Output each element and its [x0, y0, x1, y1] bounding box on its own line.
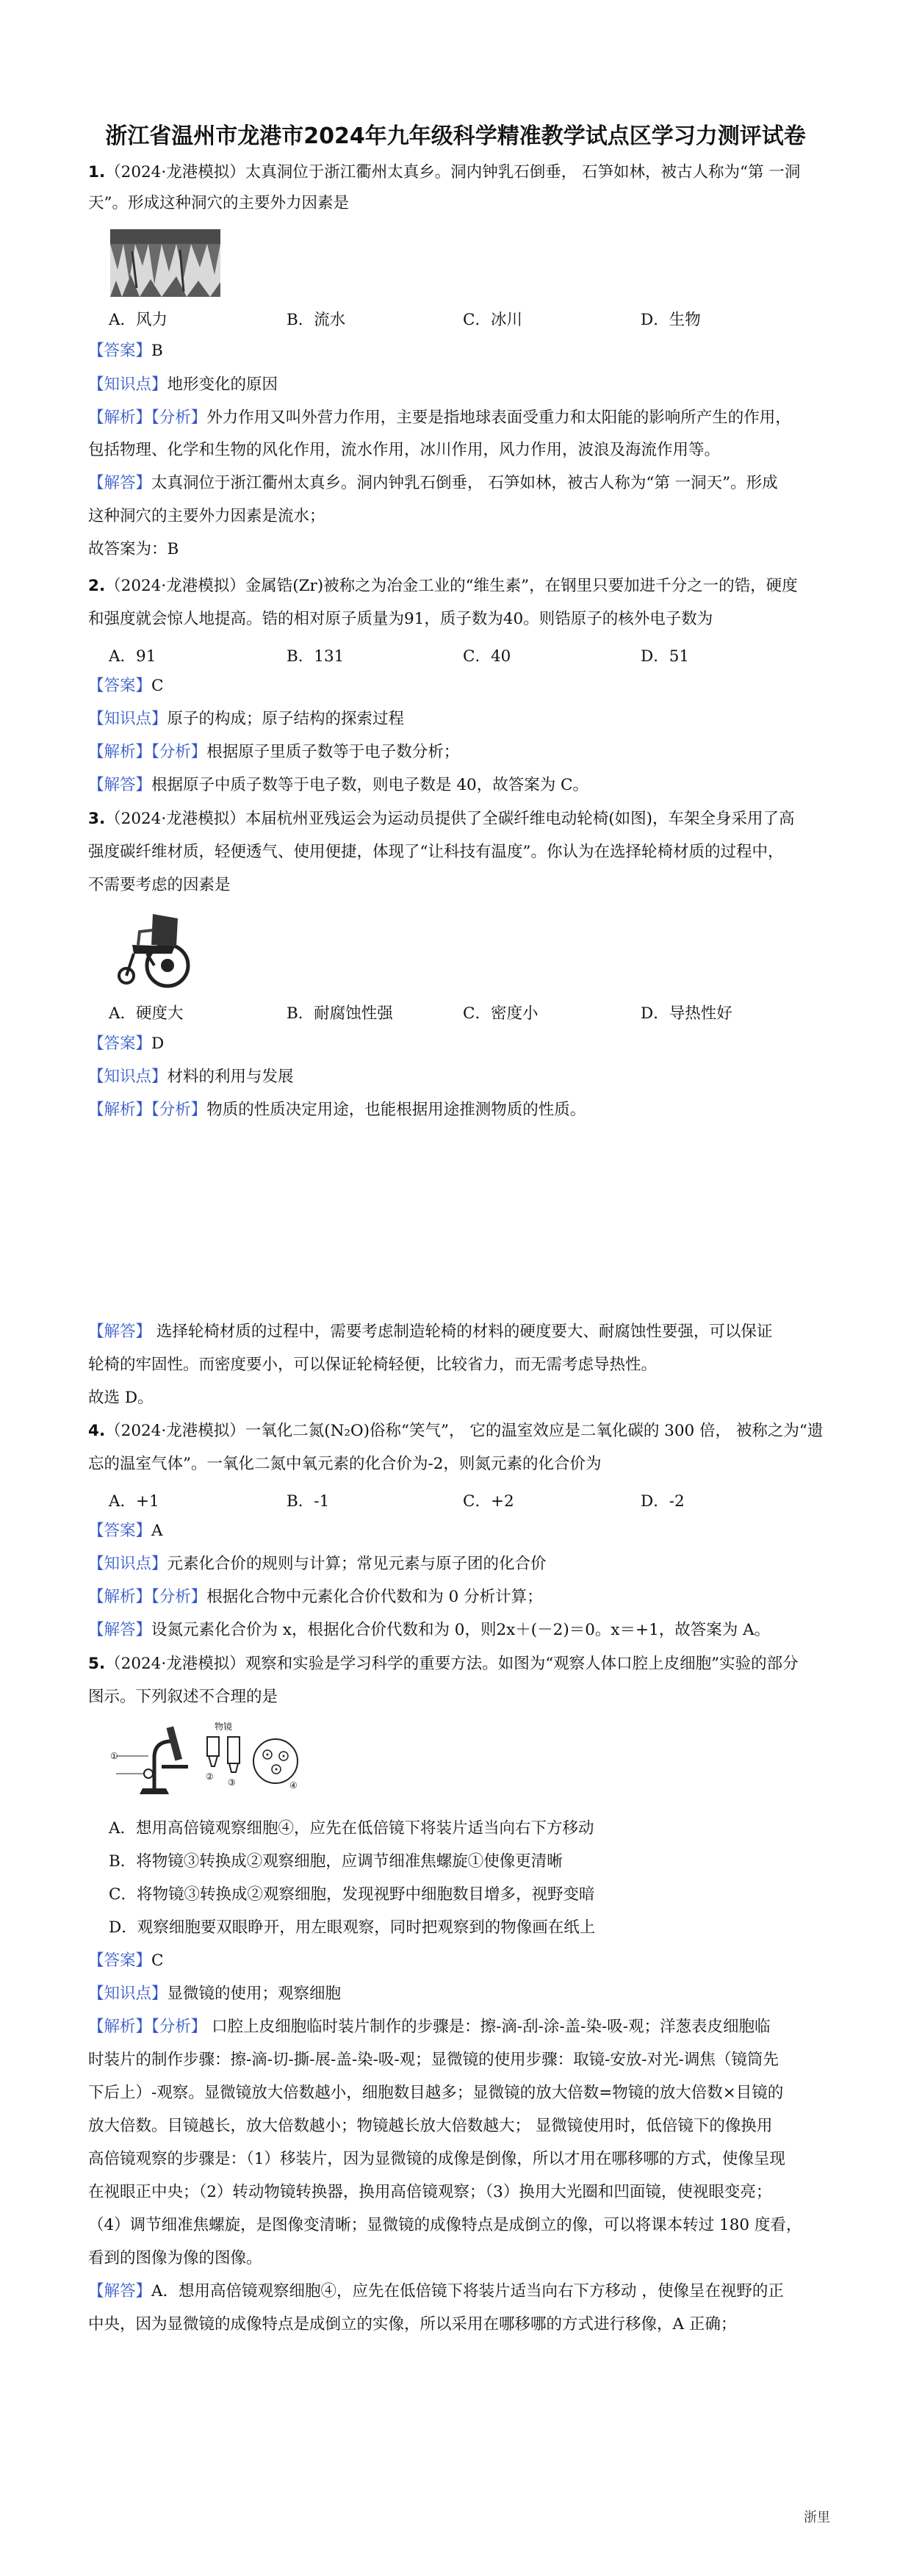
page-footer: 浙里 [804, 2510, 830, 2525]
q3-option-d: D．导热性好 [641, 1004, 732, 1023]
q4-option-c: C．+2 [463, 1492, 514, 1511]
q5-option-a: A．想用高倍镜观察细胞④，应先在低倍镜下将装片适当向右下方移动 [109, 1819, 594, 1838]
svg-text:①: ① [110, 1751, 118, 1761]
objective-label: 物镜 [215, 1721, 233, 1732]
q4-option-b: B．-1 [287, 1492, 330, 1511]
q3-final: 故选 D。 [88, 1389, 154, 1407]
q1-knowledge: 【知识点】地形变化的原因 [88, 375, 278, 394]
q4-knowledge: 【知识点】元素化合价的规则与计算；常见元素与原子团的化合价 [88, 1555, 547, 1573]
q2-answer: 【答案】C [88, 677, 164, 695]
q2-option-c: C．40 [463, 647, 511, 666]
q2-analysis: 【解析】【分析】根据原子里质子数等于电子数分析； [88, 743, 460, 761]
q3-stem-line1: 3.（2024·龙港模拟）本届杭州亚残运会为运动员提供了全碳纤维电动轮椅(如图)，车架全身采用了高 [88, 810, 795, 828]
q3-answer: 【答案】D [88, 1035, 165, 1053]
microscope-figure [110, 1721, 309, 1802]
q5-knowledge: 【知识点】显微镜的使用；观察细胞 [88, 1985, 342, 2003]
q3-knowledge: 【知识点】材料的利用与发展 [88, 1068, 294, 1086]
q3-solution-line1: 【解答】 选择轮椅材质的过程中，需要考虑制造轮椅的材料的硬度要大、耐腐蚀性要强，可以保证 [88, 1323, 773, 1341]
q3-option-a: A．硬度大 [109, 1004, 184, 1023]
q1-option-a: A．风力 [109, 311, 168, 329]
q5-analysis-line6: 在视眼正中央；（2）转动物镜转换器，换用高倍镜观察；（3）换用大光圈和凹面镜，使视眼变亮； [88, 2183, 772, 2201]
q4-stem-line2: 忘的温室气体”。一氧化二氮中氧元素的化合价为-2，则氮元素的化合价为 [88, 1455, 602, 1473]
q5-solution-line1: 【解答】A．想用高倍镜观察细胞④，应先在低倍镜下将装片适当向右下方移动 ，使像呈在视野的正 [88, 2282, 784, 2300]
svg-text:②: ② [206, 1771, 214, 1782]
q4-solution: 【解答】设氮元素化合价为 x，根据化合价代数和为 0，则2x＋(－2)＝0。x＝+1，故答案为 A。 [88, 1621, 771, 1639]
q4-analysis: 【解析】【分析】根据化合物中元素化合价代数和为 0 分析计算； [88, 1588, 543, 1606]
q5-stem-line2: 图示。下列叙述不合理的是 [88, 1688, 278, 1706]
q1-stem-line2: 天”。形成这种洞穴的主要外力因素是 [88, 194, 349, 212]
q1-final: 故答案为：B [88, 540, 179, 558]
q5-solution-line2: 中央，因为显微镜的成像特点是成倒立的实像，所以采用在哪移哪的方式进行移像，A 正确； [88, 2315, 737, 2334]
q1-option-b: B．流水 [287, 311, 346, 329]
q5-option-d: D．观察细胞要双眼睁开，用左眼观察，同时把观察到的物像画在纸上 [109, 1918, 596, 1937]
q5-option-b: B．将物镜③转换成②观察细胞，应调节细准焦螺旋①使像更清晰 [109, 1852, 563, 1871]
q4-answer: 【答案】A [88, 1522, 163, 1540]
q5-analysis-line3: 下后上）-观察。显微镜放大倍数越小，细胞数目越多；显微镜的放大倍数=物镜的放大倍数×目镜的 [88, 2084, 784, 2102]
q5-analysis-line1: 【解析】【分析】 口腔上皮细胞临时装片制作的步骤是：擦-滴-刮-涂-盖-染-吸-观；洋葱表皮细胞临 [88, 2018, 771, 2036]
q3-option-b: B．耐腐蚀性强 [287, 1004, 393, 1023]
q3-option-c: C．密度小 [463, 1004, 539, 1023]
q1-stem-line1: 1.（2024·龙港模拟）太真洞位于浙江衢州太真乡。洞内钟乳石倒垂， 石笋如林，被古人称为“第 一洞 [88, 163, 801, 181]
q3-solution-line2: 轮椅的牢固性。而密度要小，可以保证轮椅轻便，比较省力，而无需考虑导热性。 [88, 1356, 658, 1374]
q1-answer: 【答案】B [88, 342, 163, 360]
q2-stem-line1: 2.（2024·龙港模拟）金属锆(Zr)被称之为冶金工业的“维生素”，在钢里只要加进千分之一的锆，硬度 [88, 577, 798, 595]
q1-solution-line2: 这种洞穴的主要外力因素是流水； [88, 507, 325, 525]
cave-photo [110, 229, 220, 297]
q5-analysis-line7: （4）调节细准焦螺旋，是图像变清晰；显微镜的成像特点是成倒立的像，可以将课本转过 180 度看， [88, 2216, 802, 2234]
q2-solution: 【解答】根据原子中质子数等于电子数，则电子数是 40，故答案为 C。 [88, 776, 588, 794]
q5-stem-line1: 5.（2024·龙港模拟）观察和实验是学习科学的重要方法。如图为“观察人体口腔上皮细胞”实验的部分 [88, 1655, 799, 1673]
q4-option-d: D．-2 [641, 1492, 685, 1511]
q2-option-a: A．91 [109, 647, 156, 666]
page-title: 浙江省温州市龙港市2024年九年级科学精准教学试点区学习力测评试卷 [105, 123, 806, 149]
svg-text:④: ④ [289, 1780, 298, 1791]
q2-option-b: B．131 [287, 647, 345, 666]
q4-stem-line1: 4.（2024·龙港模拟）一氧化二氮(N₂O)俗称“笑气”， 它的温室效应是二氧化碳的 300 倍， 被称之为“遗 [88, 1422, 824, 1440]
q5-analysis-line4: 放大倍数。目镜越长，放大倍数越小；物镜越长放大倍数越大； 显微镜使用时，低倍镜下的像换用 [88, 2117, 773, 2135]
wheelchair-image [110, 908, 198, 989]
q4-option-a: A．+1 [109, 1492, 159, 1511]
q1-solution-line1: 【解答】太真洞位于浙江衢州太真乡。洞内钟乳石倒垂， 石笋如林，被古人称为“第 一洞天”。形成 [88, 474, 778, 492]
q1-analysis-line2: 包括物理、化学和生物的风化作用，流水作用，冰川作用，风力作用，波浪及海流作用等。 [88, 441, 721, 459]
q3-analysis: 【解析】【分析】物质的性质决定用途，也能根据用途推测物质的性质。 [88, 1101, 586, 1119]
q5-analysis-line5: 高倍镜观察的步骤是：（1）移装片，因为显微镜的成像是倒像，所以才用在哪移哪的方式，使像呈现 [88, 2150, 785, 2168]
q2-stem-line2: 和强度就会惊人地提高。锆的相对原子质量为91，质子数为40。则锆原子的核外电子数为 [88, 610, 713, 628]
q1-option-d: D．生物 [641, 311, 701, 329]
svg-text:③: ③ [228, 1777, 236, 1788]
q3-stem-line3: 不需要考虑的因素是 [88, 876, 231, 894]
q1-analysis-line1: 【解析】【分析】外力作用又叫外营力作用，主要是指地球表面受重力和太阳能的影响所产生的作用， [88, 409, 791, 427]
q5-answer: 【答案】C [88, 1951, 164, 1970]
q2-option-d: D．51 [641, 647, 690, 666]
q5-analysis-line8: 看到的图像为像的图像。 [88, 2249, 262, 2267]
q5-analysis-line2: 时装片的制作步骤：擦-滴-切-撕-展-盖-染-吸-观；显微镜的使用步骤：取镜-安放-对光-调焦（镜筒先 [88, 2051, 779, 2069]
q2-knowledge: 【知识点】原子的构成；原子结构的探索过程 [88, 710, 405, 728]
q1-option-c: C．冰川 [463, 311, 522, 329]
q5-option-c: C．将物镜③转换成②观察细胞，发现视野中细胞数目增多，视野变暗 [109, 1885, 595, 1904]
q3-stem-line2: 强度碳纤维材质，轻便透气、使用便捷，体现了“让科技有温度”。你认为在选择轮椅材质的过程中， [88, 843, 784, 861]
